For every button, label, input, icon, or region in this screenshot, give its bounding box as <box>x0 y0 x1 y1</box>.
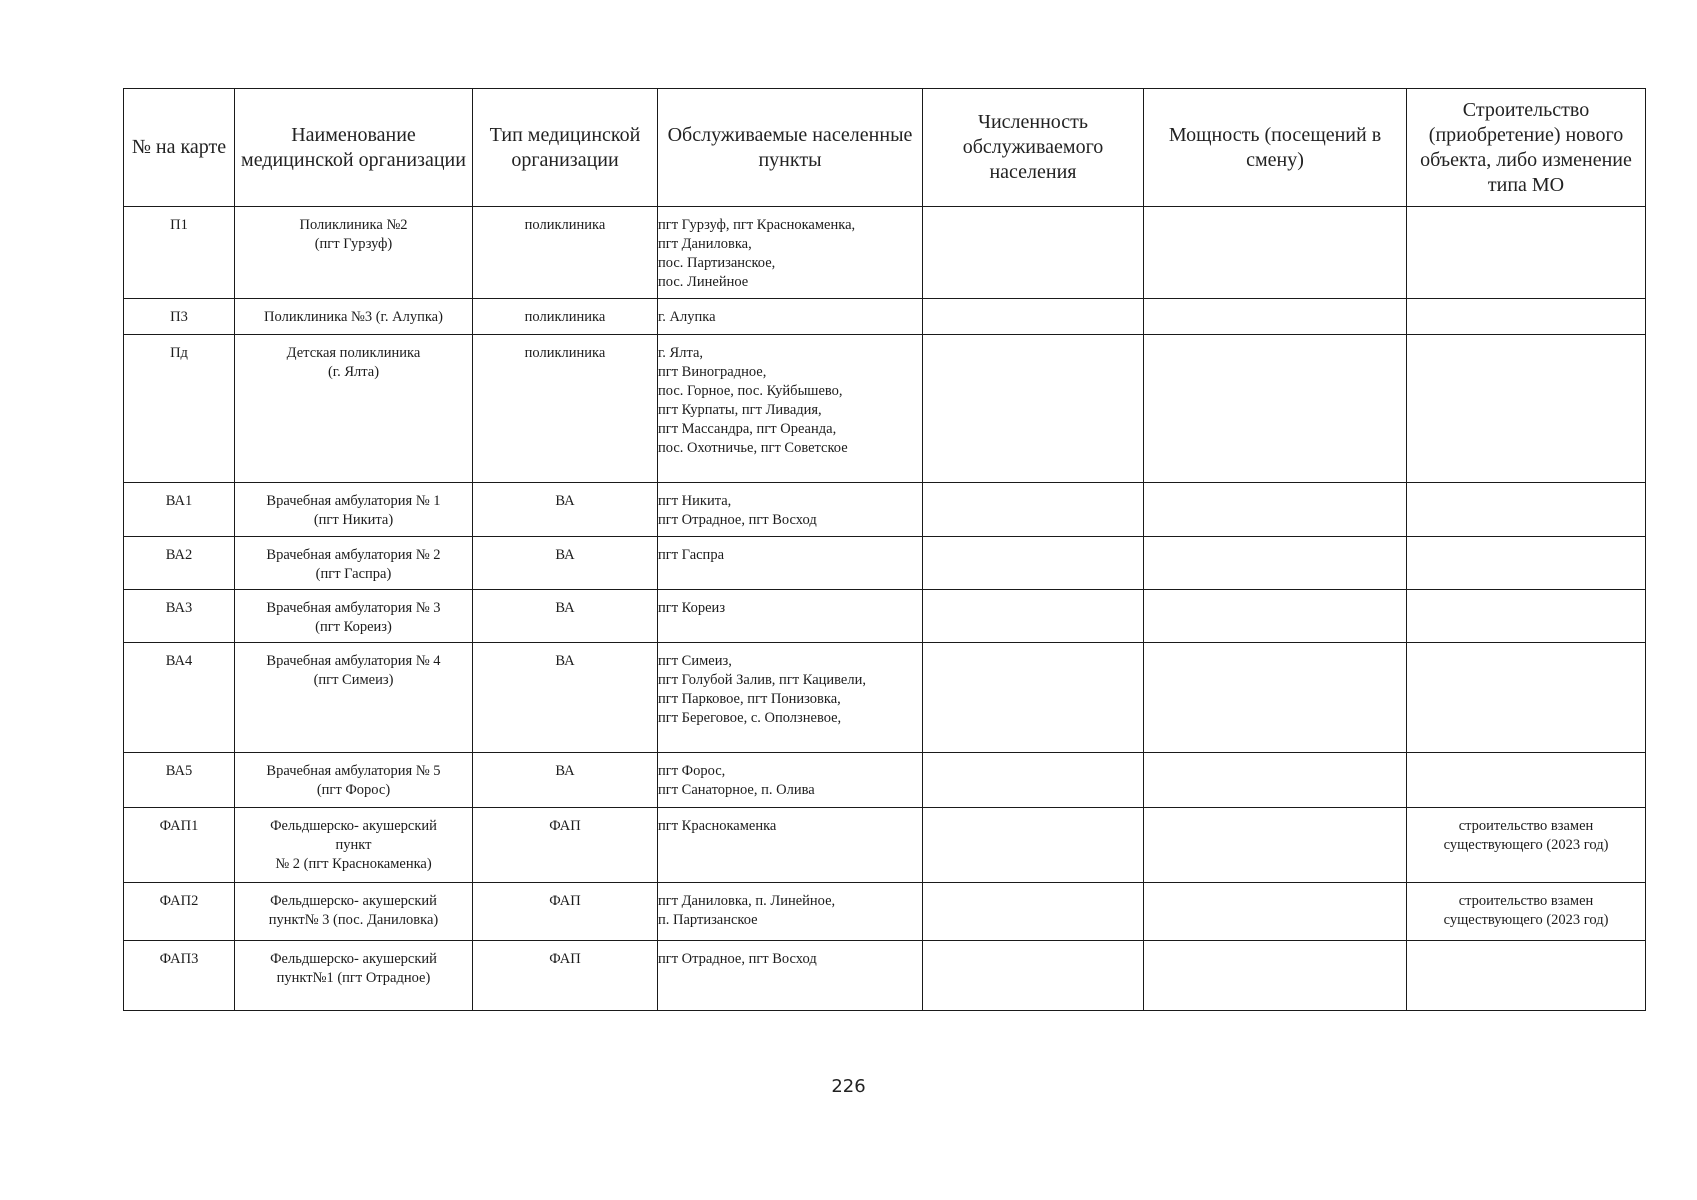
cell-organization-name-line: Детская поликлиника <box>286 345 421 361</box>
cell-organization-name <box>235 883 473 941</box>
cell-population <box>923 335 1144 483</box>
cell-organization-name-line: Фельдшерско- акушерский <box>270 818 437 834</box>
cell-organization-name <box>235 590 473 643</box>
cell-construction <box>1407 483 1646 537</box>
cell-settlements <box>658 537 923 590</box>
cell-construction <box>1407 590 1646 643</box>
cell-settlements <box>658 883 923 941</box>
cell-organization-name-line: (пгт Кореиз) <box>315 619 392 635</box>
cell-settlements <box>658 808 923 883</box>
cell-map-number: ВА1 <box>124 483 235 537</box>
cell-organization-name <box>235 335 473 483</box>
header-organization-type: Тип медицинской организации <box>473 89 658 207</box>
cell-population <box>923 883 1144 941</box>
cell-settlements-line: пгт Отрадное, пгт Восход <box>658 512 817 528</box>
cell-settlements-line: пгт Даниловка, <box>658 236 752 252</box>
cell-organization-name-line: Врачебная амбулатория № 5 <box>266 763 441 779</box>
cell-organization-type: ВА <box>473 643 658 753</box>
cell-settlements-line: пос. Линейное <box>658 274 749 290</box>
table-row <box>124 753 1646 808</box>
cell-population <box>923 753 1144 808</box>
cell-construction <box>1407 335 1646 483</box>
cell-settlements <box>658 207 923 299</box>
cell-settlements <box>658 299 923 335</box>
cell-organization-type: поликлиника <box>473 299 658 335</box>
cell-map-number: ВА5 <box>124 753 235 808</box>
cell-construction <box>1407 941 1646 1011</box>
cell-settlements-line: пгт Гаспра <box>658 547 725 563</box>
cell-organization-name-line: Врачебная амбулатория № 3 <box>266 600 441 616</box>
cell-capacity <box>1144 537 1407 590</box>
cell-population <box>923 483 1144 537</box>
header-construction: Строительство (приобретение) нового объекта, либо изменение типа МО <box>1407 89 1646 207</box>
cell-settlements-line: пгт Краснокаменка <box>658 818 777 834</box>
cell-settlements-line: пгт Симеиз, <box>658 653 732 669</box>
cell-organization-name-line: Фельдшерско- акушерский <box>270 951 437 967</box>
cell-settlements-line: пгт Отрадное, пгт Восход <box>658 951 817 967</box>
medical-organizations-table <box>123 88 1646 1011</box>
cell-organization-type: ФАП <box>473 808 658 883</box>
cell-map-number: П1 <box>124 207 235 299</box>
cell-organization-name-line: (пгт Никита) <box>313 512 394 528</box>
cell-organization-name-line: Врачебная амбулатория № 1 <box>266 493 441 509</box>
cell-organization-type: поликлиника <box>473 335 658 483</box>
cell-map-number: П3 <box>124 299 235 335</box>
cell-organization-type: ВА <box>473 537 658 590</box>
cell-population <box>923 537 1144 590</box>
cell-map-number: ВА4 <box>124 643 235 753</box>
cell-organization-type: ВА <box>473 590 658 643</box>
cell-settlements <box>658 753 923 808</box>
cell-settlements-line: пгт Курпаты, пгт Ливадия, <box>658 402 822 418</box>
cell-population <box>923 590 1144 643</box>
cell-construction <box>1407 643 1646 753</box>
cell-settlements-line: пгт Массандра, пгт Ореанда, <box>658 421 837 437</box>
cell-organization-name-line: Фельдшерско- акушерский <box>270 893 437 909</box>
cell-settlements-line: пгт Парковое, пгт Понизовка, <box>658 691 841 707</box>
cell-organization-name <box>235 537 473 590</box>
cell-organization-name-line: (пгт Симеиз) <box>313 672 394 688</box>
cell-organization-name <box>235 207 473 299</box>
cell-organization-name-line: (г. Ялта) <box>327 364 380 380</box>
header-organization-name: Наименование медицинской организации <box>235 89 473 207</box>
cell-population <box>923 941 1144 1011</box>
cell-settlements <box>658 335 923 483</box>
cell-population <box>923 808 1144 883</box>
table-row <box>124 537 1646 590</box>
cell-capacity <box>1144 941 1407 1011</box>
cell-construction-line: существующего (2023 год) <box>1443 837 1609 853</box>
table-row <box>124 808 1646 883</box>
table-row <box>124 941 1646 1011</box>
cell-organization-name-line: (пгт Гурзуф) <box>314 236 393 252</box>
cell-organization-name-line: Врачебная амбулатория № 4 <box>266 653 441 669</box>
cell-settlements-line: пгт Санаторное, п. Олива <box>658 782 815 798</box>
table-row <box>124 335 1646 483</box>
cell-capacity <box>1144 299 1407 335</box>
cell-organization-name <box>235 753 473 808</box>
cell-settlements <box>658 643 923 753</box>
table-row <box>124 483 1646 537</box>
cell-construction <box>1407 537 1646 590</box>
cell-settlements-line: п. Партизанское <box>658 912 758 928</box>
cell-settlements-line: пгт Береговое, с. Оползневое, <box>658 710 842 726</box>
cell-organization-name <box>235 808 473 883</box>
cell-map-number: ВА3 <box>124 590 235 643</box>
cell-settlements-line: пгт Виноградное, <box>658 364 767 380</box>
cell-capacity <box>1144 207 1407 299</box>
table-row <box>124 643 1646 753</box>
cell-settlements-line: пос. Горное, пос. Куйбышево, <box>658 383 843 399</box>
cell-capacity <box>1144 753 1407 808</box>
cell-map-number: ВА2 <box>124 537 235 590</box>
cell-population <box>923 643 1144 753</box>
cell-organization-name <box>235 483 473 537</box>
cell-organization-name <box>235 299 473 335</box>
cell-capacity <box>1144 808 1407 883</box>
cell-settlements-line: г. Ялта, <box>658 345 704 361</box>
cell-construction <box>1407 753 1646 808</box>
cell-settlements-line: пгт Кореиз <box>658 600 726 616</box>
cell-capacity <box>1144 883 1407 941</box>
table-row <box>124 590 1646 643</box>
page-number: 226 <box>831 1076 866 1097</box>
cell-capacity <box>1144 590 1407 643</box>
cell-settlements-line: пгт Даниловка, п. Линейное, <box>658 893 836 909</box>
cell-construction <box>1407 808 1646 883</box>
table-row <box>124 883 1646 941</box>
cell-organization-type: поликлиника <box>473 207 658 299</box>
table-body <box>124 207 1646 1011</box>
header-population: Численность обслуживаемого населения <box>923 89 1144 207</box>
cell-organization-name-line: пункт <box>335 837 372 853</box>
cell-organization-type: ВА <box>473 753 658 808</box>
cell-organization-name-line: (пгт Форос) <box>316 782 391 798</box>
cell-construction <box>1407 207 1646 299</box>
cell-construction <box>1407 883 1646 941</box>
table-row <box>124 207 1646 299</box>
cell-organization-name-line: Поликлиника №3 (г. Алупка) <box>264 309 443 325</box>
cell-settlements-line: г. Алупка <box>658 309 716 325</box>
cell-map-number: ФАП3 <box>124 941 235 1011</box>
header-capacity: Мощность (посещений в смену) <box>1144 89 1407 207</box>
cell-construction-line: строительство взамен <box>1458 893 1594 909</box>
cell-settlements-line: пос. Партизанское, <box>658 255 776 271</box>
cell-settlements-line: пгт Гурзуф, пгт Краснокаменка, <box>658 217 856 233</box>
cell-settlements <box>658 590 923 643</box>
cell-settlements-line: пос. Охотничье, пгт Советское <box>658 440 848 456</box>
cell-organization-name <box>235 643 473 753</box>
cell-map-number: Пд <box>124 335 235 483</box>
cell-organization-name-line: пункт№1 (пгт Отрадное) <box>276 970 431 986</box>
cell-map-number: ФАП2 <box>124 883 235 941</box>
cell-map-number: ФАП1 <box>124 808 235 883</box>
cell-capacity <box>1144 335 1407 483</box>
cell-construction-line: существующего (2023 год) <box>1443 912 1609 928</box>
cell-organization-name-line: Врачебная амбулатория № 2 <box>266 547 441 563</box>
cell-organization-type: ФАП <box>473 941 658 1011</box>
cell-organization-name-line: пункт№ 3 (пос. Даниловка) <box>268 912 439 928</box>
cell-settlements-line: пгт Голубой Залив, пгт Кацивели, <box>658 672 866 688</box>
cell-construction-line: строительство взамен <box>1458 818 1594 834</box>
cell-organization-name-line: № 2 (пгт Краснокаменка) <box>275 856 432 872</box>
header-map-number: № на карте <box>124 89 235 207</box>
cell-settlements-line: пгт Никита, <box>658 493 732 509</box>
table-row <box>124 299 1646 335</box>
cell-organization-type: ВА <box>473 483 658 537</box>
cell-settlements <box>658 483 923 537</box>
cell-construction <box>1407 299 1646 335</box>
cell-settlements <box>658 941 923 1011</box>
cell-capacity <box>1144 483 1407 537</box>
table-header-row <box>124 89 1646 207</box>
cell-settlements-line: пгт Форос, <box>658 763 726 779</box>
cell-organization-name <box>235 941 473 1011</box>
cell-organization-type: ФАП <box>473 883 658 941</box>
cell-population <box>923 207 1144 299</box>
header-settlements: Обслуживаемые населенные пункты <box>658 89 923 207</box>
cell-capacity <box>1144 643 1407 753</box>
cell-population <box>923 299 1144 335</box>
cell-organization-name-line: (пгт Гаспра) <box>315 566 392 582</box>
cell-organization-name-line: Поликлиника №2 <box>299 217 408 233</box>
